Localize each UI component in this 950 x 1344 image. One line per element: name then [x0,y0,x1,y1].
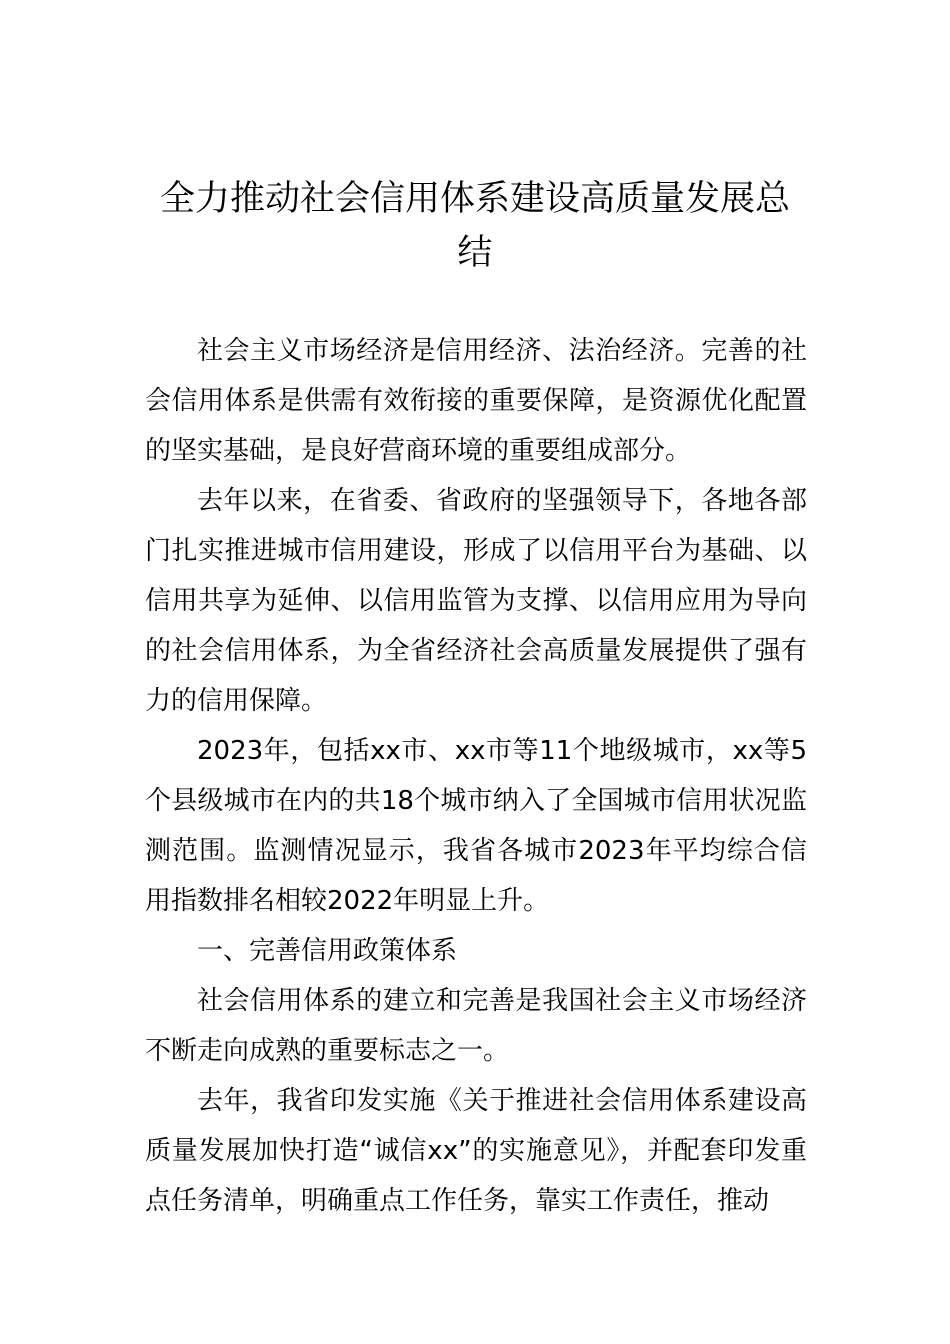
section-heading-policy: 一、完善信用政策体系 [197,936,458,966]
paragraph-intro: 社会主义市场经济是信用经济、法治经济。完善的社会信用体系是供需有效衔接的重要保障，是资源优化配置的坚实基础，是良好营商环境的重要组成部分。 [145,336,807,466]
document-body [145,326,807,1226]
paragraph-policy-actions: 去年，我省印发实施《关于推进社会信用体系建设高质量发展加快打造“诚信xx”的实施意见》，并配套印发重点任务清单，明确重点工作任务，靠实工作责任，推动 [145,1086,807,1216]
document-title: 全力推动社会信用体系建设高质量发展总结 [159,179,790,273]
paragraph-policy-significance: 社会信用体系的建立和完善是我国社会主义市场经济不断走向成熟的重要标志之一。 [145,986,807,1066]
paragraph-progress: 去年以来，在省委、省政府的坚强领导下，各地各部门扎实推进城市信用建设，形成了以信用平台为基础、以信用共享为延伸、以信用监管为支撑、以信用应用为导向的社会信用体系，为全省经济社会高质量发展提供了强有力的信用保障。 [145,486,807,716]
paragraph-monitoring: 2023年，包括xx市、xx市等11个地级城市，xx等5个县级城市在内的共18个城市纳入了全国城市信用状况监测范围。监测情况显示，我省各城市2023年平均综合信用指数排名相较2022年明显上升。 [145,736,807,916]
